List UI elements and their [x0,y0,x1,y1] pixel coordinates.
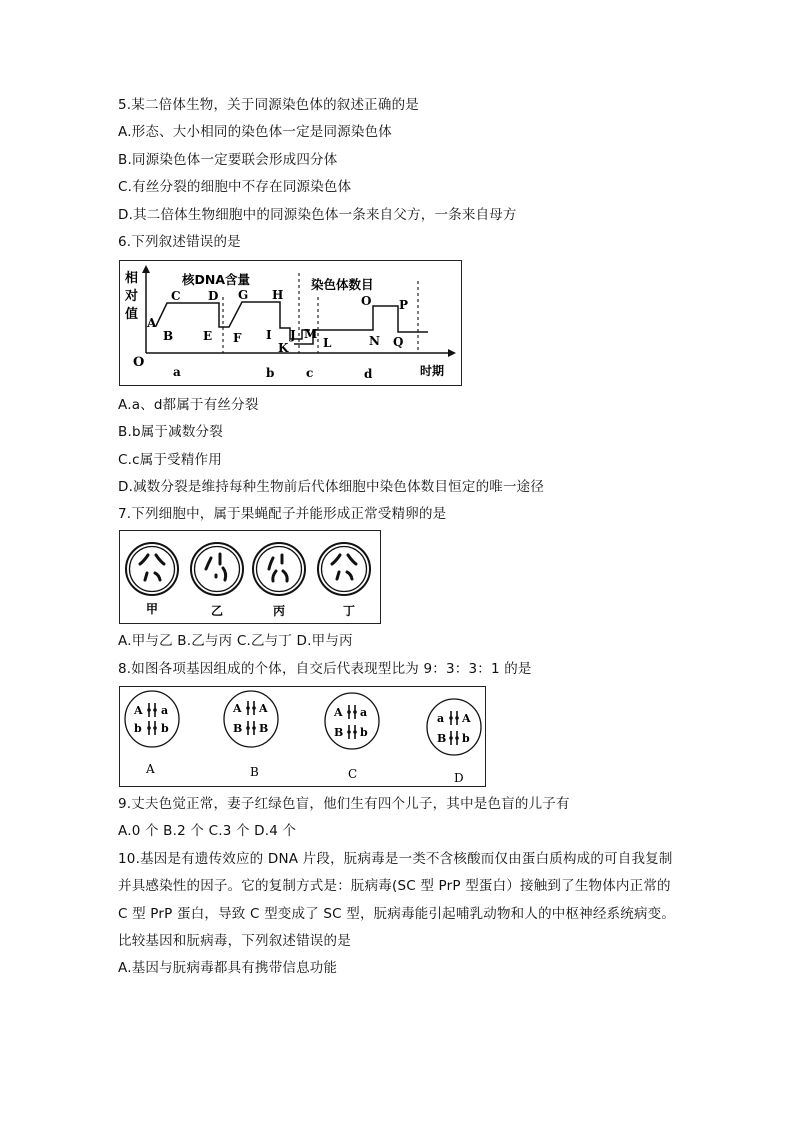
point-b: B [163,329,174,343]
y-label-3: 值 [125,307,139,322]
gene-b-3: B [233,722,243,735]
y-axis-arrow [142,265,150,273]
q8-cells [120,687,485,786]
point-g: G [238,288,249,302]
q6-graph [120,261,461,385]
gene-d-2: A [462,712,471,725]
q5-option-a: A.形态、大小相同的染色体一定是同源染色体 [118,124,392,140]
cell-label-jia: 甲 [146,602,159,616]
point-j: J [290,328,296,342]
cell-d [427,699,481,755]
q10-line-4: 比较基因和朊病毒，下列叙述错误的是 [118,933,351,949]
q7-cells [120,531,380,623]
stage-c: c [306,366,314,380]
gene-b-4: B [259,722,269,735]
cell-label-d: D [454,771,464,785]
point-m: M [304,327,318,341]
y-label-1: 相 [125,271,139,286]
q5-stem: 5.某二倍体生物，关于同源染色体的叙述正确的是 [118,97,419,113]
point-a: A [147,316,157,330]
cell-b [224,691,278,747]
q7-stem: 7.下列细胞中，属于果蝇配子并能形成正常受精卵的是 [118,506,447,522]
stage-d: d [364,367,373,381]
point-i: I [266,328,272,342]
point-o: O [361,294,372,308]
q10-line-3: C 型 PrP 蛋白，导致 C 型变成了 SC 型，朊病毒能引起哺乳动物和人的中枢神经系统病变。 [118,906,676,922]
q7-figure [119,530,381,624]
x-label: 时期 [420,364,445,378]
point-k: K [278,341,289,355]
point-q: Q [393,335,404,349]
point-d: D [208,289,219,303]
gene-d-4: b [462,732,470,745]
gene-a-3: b [134,722,142,735]
x-axis-arrow [448,349,456,357]
point-h: H [272,288,284,302]
q5-option-c: C.有丝分裂的细胞中不存在同源染色体 [118,179,352,195]
gene-c-4: b [360,726,368,739]
q6-figure [119,260,462,386]
q5-option-b: B.同源染色体一定要联会形成四分体 [118,152,338,168]
point-n: N [369,334,380,348]
cell-a [125,691,179,747]
q8-figure [119,686,486,787]
q6-option-c: C.c属于受精作用 [118,452,222,468]
dna-title: 核DNA含量 [182,272,251,287]
cell-jia [126,543,178,595]
gene-b-2: A [259,702,268,715]
q6-option-a: A.a、d都属于有丝分裂 [118,397,259,413]
q9-options: A.0 个 B.2 个 C.3 个 D.4 个 [118,823,297,839]
gene-b-1: A [233,702,242,715]
gene-d-1: a [437,712,445,725]
cell-ding [318,543,370,595]
gene-c-2: a [360,706,368,719]
q6-option-d: D.减数分裂是维持每种生物前后代体细胞中染色体数目恒定的唯一途径 [118,479,545,495]
chrom-title: 染色体数目 [311,277,374,292]
q10-line-1: 10.基因是有遗传效应的 DNA 片段，朊病毒是一类不含核酸而仅由蛋白质构成的可自我复制 [118,851,673,867]
cell-yi [191,543,243,595]
q6-option-b: B.b属于减数分裂 [118,424,223,440]
q8-stem: 8.如图各项基因组成的个体，自交后代表现型比为 9：3：3：1 的是 [118,661,532,677]
point-f: F [233,331,242,345]
y-label-2: 对 [125,289,139,304]
origin-label: O [133,355,145,370]
cell-label-ding: 丁 [343,604,356,618]
cell-label-yi: 乙 [211,604,224,618]
q6-stem: 6.下列叙述错误的是 [118,234,241,250]
stage-b: b [266,366,275,380]
cell-label-b: B [250,765,259,779]
cell-c [325,693,379,749]
gene-c-3: B [334,726,344,739]
q10-option-a: A.基因与朊病毒都具有携带信息功能 [118,960,338,976]
gene-a-1: A [134,704,143,717]
gene-a-4: b [161,722,169,735]
stage-a: a [173,365,181,379]
gene-d-3: B [437,732,447,745]
gene-c-1: A [334,706,343,719]
q9-stem: 9.丈夫色觉正常，妻子红绿色盲，他们生有四个儿子，其中是色盲的儿子有 [118,796,570,812]
cell-label-a: A [146,762,155,776]
point-e: E [203,329,213,343]
cell-bing [253,543,305,595]
point-l: L [323,336,332,350]
gene-a-2: a [161,704,169,717]
q5-option-d: D.其二倍体生物细胞中的同源染色体一条来自父方，一条来自母方 [118,207,517,223]
cell-label-bing: 丙 [273,604,286,618]
q7-options: A.甲与乙 B.乙与丙 C.乙与丁 D.甲与丙 [118,633,353,649]
cell-label-c: C [348,767,358,781]
point-p: P [399,298,409,312]
point-c: C [171,289,181,303]
q10-line-2: 并具感染性的因子。它的复制方式是：朊病毒(SC 型 PrP 型蛋白）接触到了生物体内正常的 [118,878,671,894]
